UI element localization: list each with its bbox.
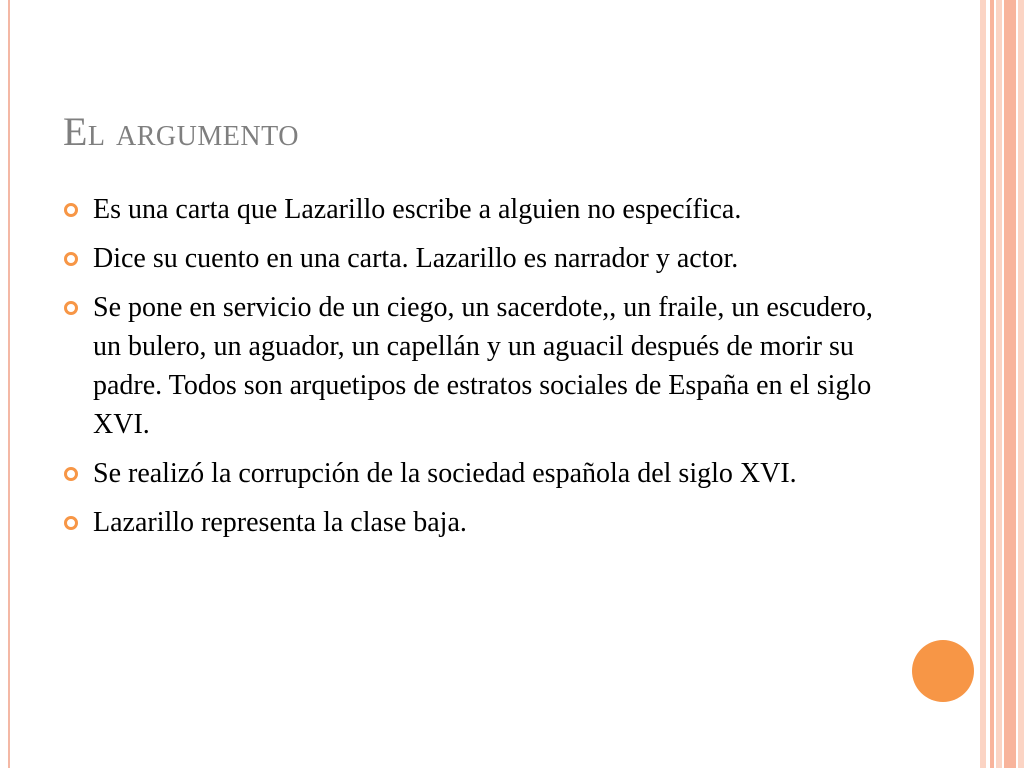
right-stripe [990, 0, 994, 768]
bullet-text: Se pone en servicio de un ciego, un sacerdote,, un fraile, un escudero, un bulero, un aguador, un capellán y un aguacil después de morir su padre. Todos son arquetipos de estratos sociales de España en el siglo XVI. [93, 292, 873, 440]
bullet-text: Se realizó la corrupción de la sociedad española del siglo XVI. [93, 458, 797, 489]
bullet-item [64, 454, 884, 493]
bullet-item [64, 288, 884, 444]
bullet-list [64, 190, 884, 552]
ring-bullet-icon [64, 203, 78, 217]
bullet-item [64, 503, 884, 542]
left-border-line [8, 0, 10, 768]
right-stripe [1004, 0, 1016, 768]
ring-bullet-icon [64, 301, 78, 315]
ring-bullet-icon [64, 516, 78, 530]
slide-title: El argumento [63, 109, 299, 154]
circle-icon [912, 640, 974, 702]
bullet-item [64, 239, 884, 278]
right-stripe [980, 0, 986, 768]
bullet-text: Lazarillo representa la clase baja. [93, 507, 467, 538]
bullet-item [64, 190, 884, 229]
ring-bullet-icon [64, 252, 78, 266]
right-stripe [996, 0, 1002, 768]
right-stripe [1018, 0, 1024, 768]
ring-bullet-icon [64, 467, 78, 481]
bullet-text: Es una carta que Lazarillo escribe a alguien no específica. [93, 194, 742, 225]
bullet-text: Dice su cuento en una carta. Lazarillo es narrador y actor. [93, 243, 739, 274]
